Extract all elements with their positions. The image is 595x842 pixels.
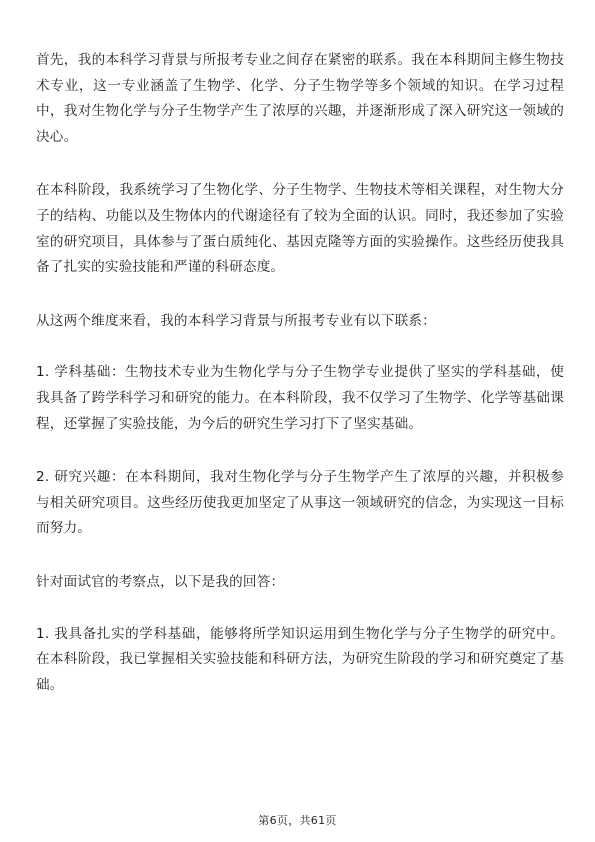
paragraph-dimensions-lead: 从这两个维度来看，我的本科学习背景与所报考专业有以下联系：	[36, 312, 437, 329]
paragraph-point-research-interest: 2. 研究兴趣：在本科期间，我对生物化学与分子生物学产生了浓厚的兴趣，并积极参与相关研究项目。这些经历使我更加坚定了从事这一领域研究的信念，为实现这一目标而努力。	[36, 469, 564, 537]
paragraph-background-intro: 首先，我的本科学习背景与所报考专业之间存在紧密的联系。我在本科期间主修生物技术专业，这一专业涵盖了生物学、化学、分子生物学等多个领域的知识。在学习过程中，我对生物化学与分子生物学产生了浓厚的兴趣，并逐渐形成了深入研究这一领域的决心。	[36, 52, 564, 145]
paragraph-interview-lead: 针对面试官的考察点，以下是我的回答：	[36, 573, 285, 590]
paragraph-answer-1: 1. 我具备扎实的学科基础，能够将所学知识运用到生物化学与分子生物学的研究中。在本科阶段，我已掌握相关实验技能和科研方法，为研究生阶段的学习和研究奠定了基础。	[36, 625, 564, 693]
paragraph-undergrad-stage: 在本科阶段，我系统学习了生物化学、分子生物学、生物技术等相关课程，对生物大分子的结构、功能以及生物体内的代谢途径有了较为全面的认识。同时，我还参加了实验室的研究项目，具体参与了蛋白质纯化、基因克隆等方面的实验操作。这些经历使我具备了扎实的实验技能和严谨的科研态度。	[36, 182, 564, 276]
document-body	[36, 48, 564, 726]
page-number-footer: 第6页，共61页	[258, 814, 337, 827]
paragraph-point-subject-foundation: 1. 学科基础：生物技术专业为生物化学与分子生物学专业提供了坚实的学科基础，使我具备了跨学科学习和研究的能力。在本科阶段，我不仅学习了生物学、化学等基础课程，还掌握了实验技能，为今后的研究生学习打下了坚实基础。	[36, 364, 564, 432]
